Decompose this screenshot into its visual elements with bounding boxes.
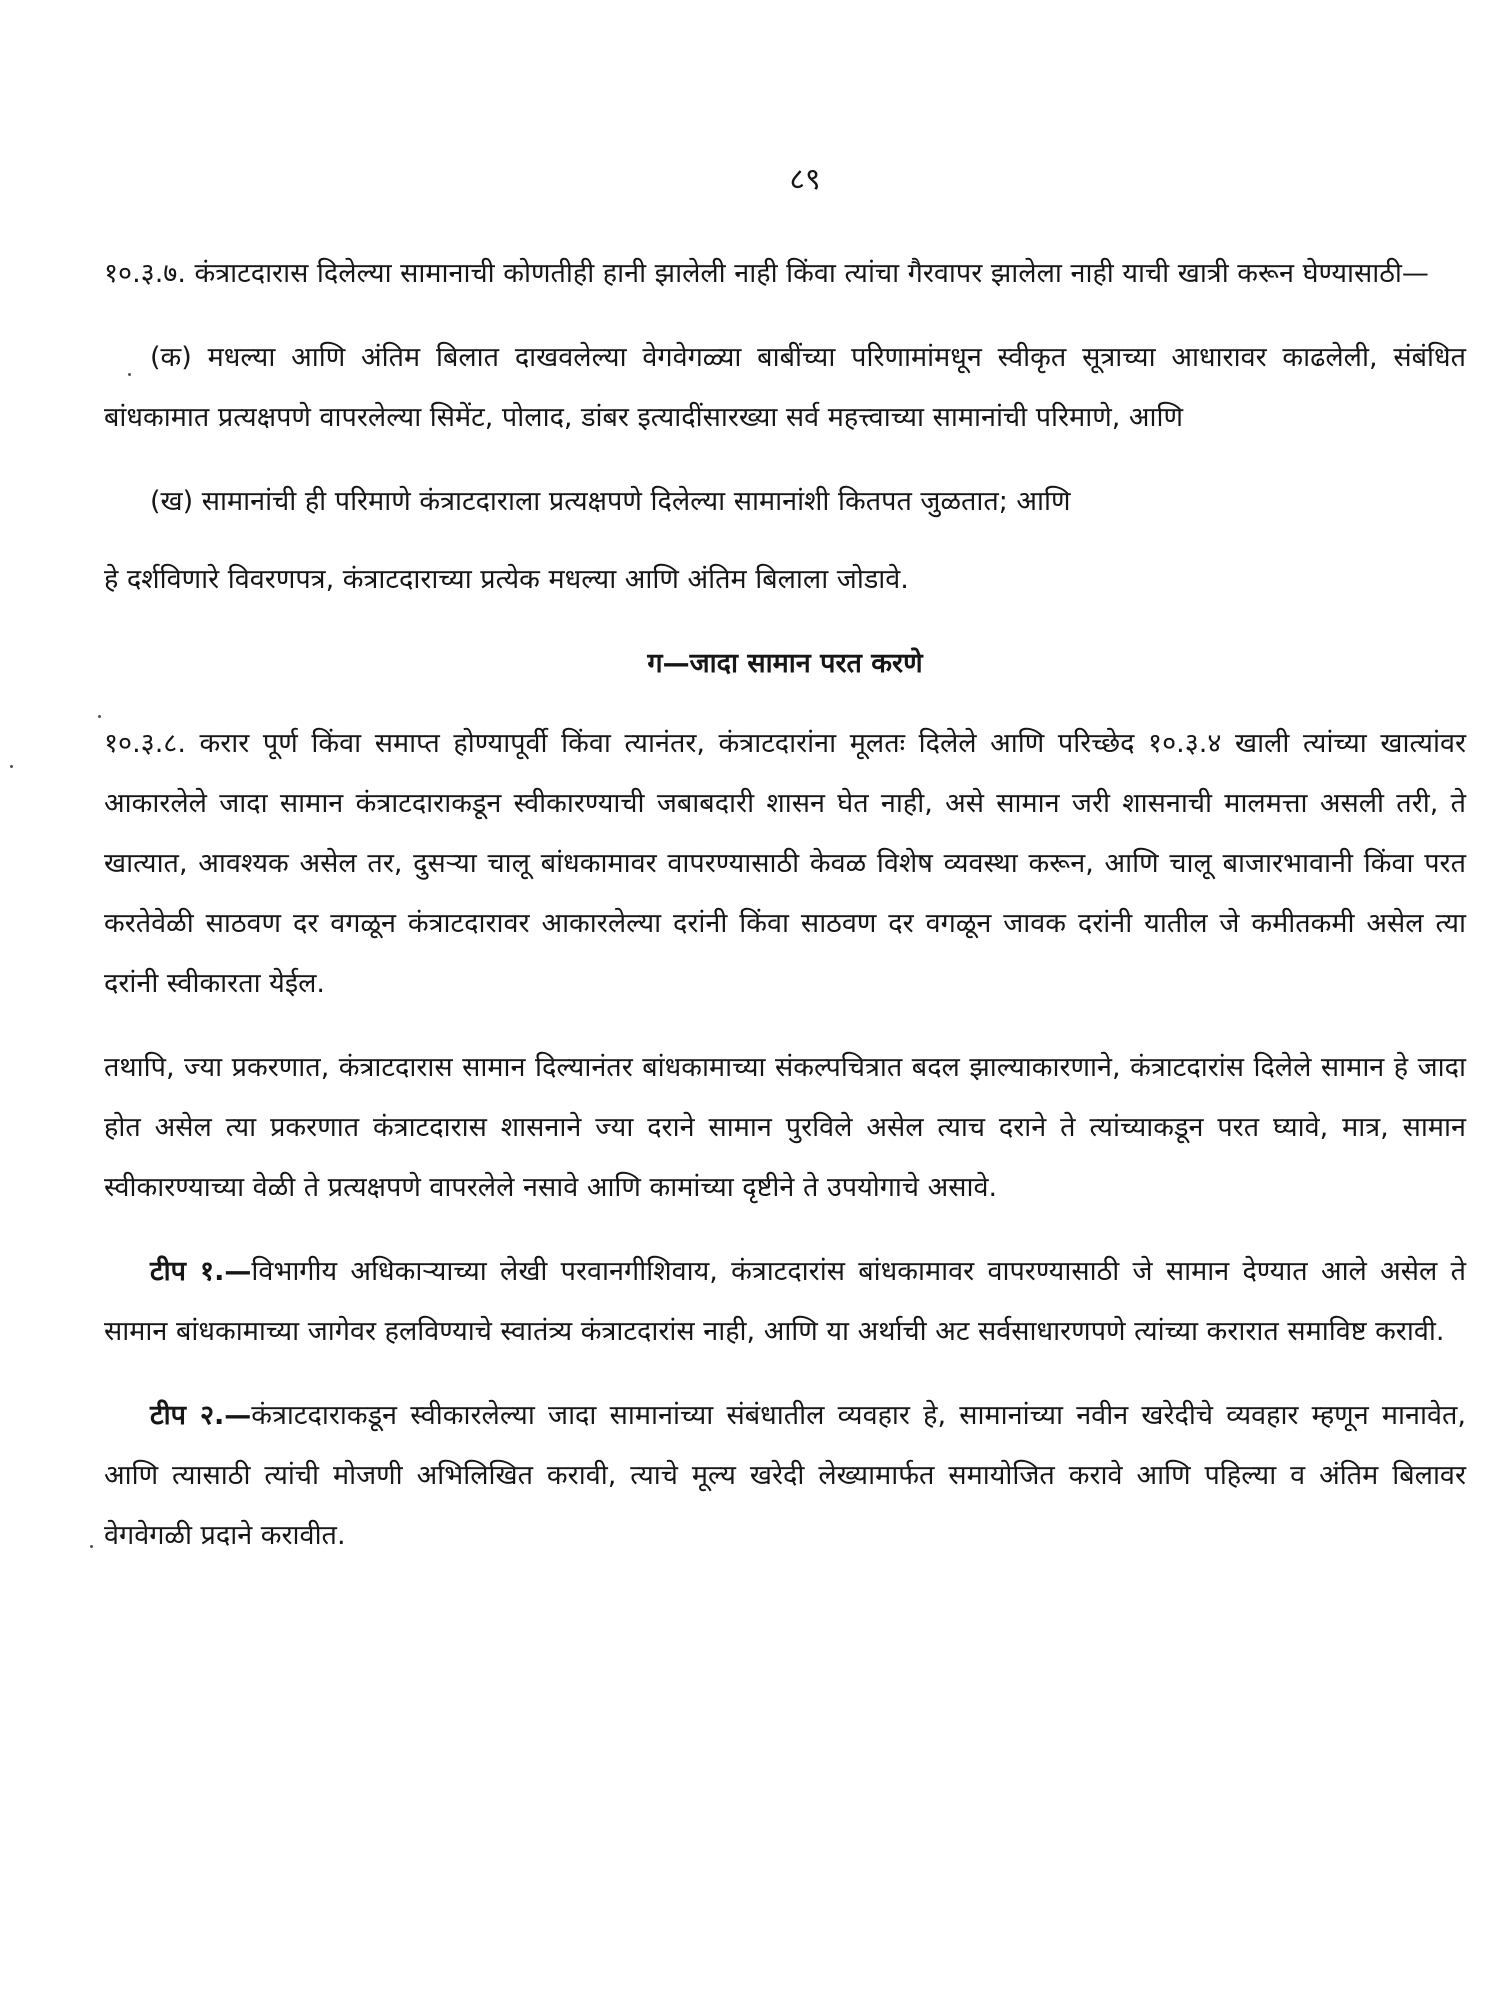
- note-1: [104, 1242, 1466, 1362]
- paragraph-10-3-8: १०.३.८. करार पूर्ण किंवा समाप्त होण्यापूर्वी किंवा त्यानंतर, कंत्राटदारांना मूलतः दिलेले आणि परिच्छेद १०.३.४ खाली त्यांच्या खात्यांवर आकारलेले जादा सामान कंत्राटदाराकडून स्वीकारण्याची जबाबदारी शासन घेत नाही, असे सामान जरी शासनाची मालमत्ता असली तरी, ते खात्यात, आवश्यक असेल तर, दुसऱ्या चालू बांधकामावर वापरण्यासाठी केवळ विशेष व्यवस्था करून, आणि चालू बाजारभावानी किंवा परत करतेवेळी साठवण दर वगळून कंत्राटदारावर आकारलेल्या दरांनी किंवा साठवण दर वगळून जावक दरांनी यातील जे कमीतकमी असेल त्या दरांनी स्वीकारता येईल.: [104, 728, 1466, 999]
- note-2: [104, 1386, 1466, 1566]
- paragraph-statement: हे दर्शविणारे विवरणपत्र, कंत्राटदाराच्या प्रत्येक मधल्या आणि अंतिम बिलाला जोडावे.: [104, 564, 909, 595]
- scan-speck: [90, 1545, 93, 1548]
- note-1-text: विभागीय अधिकाऱ्याच्या लेखी परवानगीशिवाय, कंत्राटदारांस बांधकामावर वापरण्यासाठी जे सामान देण्यात आले असेल ते सामान बांधकामाच्या जागेवर हलविण्याचे स्वातंत्र्य कंत्राटदारांस नाही, आणि या अर्थाची अट सर्वसाधारणपणे त्यांच्या करारात समाविष्ट करावी.: [104, 1256, 1466, 1347]
- scan-speck: [98, 715, 101, 718]
- paragraph-however: तथापि, ज्या प्रकरणात, कंत्राटदारास सामान दिल्यानंतर बांधकामाच्या संकल्पचित्रात बदल झाल्याकारणाने, कंत्राटदारांस दिलेले सामान हे जादा होत असेल त्या प्रकरणात कंत्राटदारास शासनाने ज्या दराने सामान पुरविले असेल त्याच दराने ते त्यांच्याकडून परत घ्यावे, मात्र, सामान स्वीकारण्याच्या वेळी ते प्रत्यक्षपणे वापरलेले नसावे आणि कामांच्या दृष्टीने ते उपयोगाचे असावे.: [104, 1052, 1466, 1203]
- scan-speck: [128, 373, 131, 376]
- scan-speck: [10, 765, 13, 768]
- clause-ka: (क) मधल्या आणि अंतिम बिलात दाखवलेल्या वेगवेगळ्या बाबींच्या परिणामांमधून स्वीकृत सूत्राच्या आधारावर काढलेली, संबंधित बांधकामात प्रत्यक्षपणे वापरलेल्या सिमेंट, पोलाद, डांबर इत्यादींसारख्या सर्व महत्त्वाच्या सामानांची परिमाणे, आणि: [104, 342, 1466, 433]
- page-number: ८९: [789, 162, 821, 197]
- section-heading: ग—जादा सामान परत करणे: [647, 648, 923, 679]
- note-1-label: टीप १.—: [150, 1256, 252, 1287]
- note-2-label: टीप २.—: [150, 1400, 252, 1431]
- clause-kha: (ख) सामानांची ही परिमाणे कंत्राटदाराला प्रत्यक्षपणे दिलेल्या सामानांशी कितपत जुळतात; आणि: [150, 486, 1071, 517]
- note-2-text: कंत्राटदाराकडून स्वीकारलेल्या जादा सामानांच्या संबंधातील व्यवहार हे, सामानांच्या नवीन खरेदीचे व्यवहार म्हणून मानावेत, आणि त्यासाठी त्यांची मोजणी अभिलिखित करावी, त्याचे मूल्य खरेदी लेख्यामार्फत समायोजित करावे आणि पहिल्या व अंतिम बिलावर वेगवेगळी प्रदाने करावीत.: [104, 1400, 1466, 1551]
- paragraph-10-3-7: १०.३.७. कंत्राटदारास दिलेल्या सामानाची कोणतीही हानी झालेली नाही किंवा त्यांचा गैरवापर झालेला नाही याची खात्री करून घेण्यासाठी—: [104, 258, 1429, 289]
